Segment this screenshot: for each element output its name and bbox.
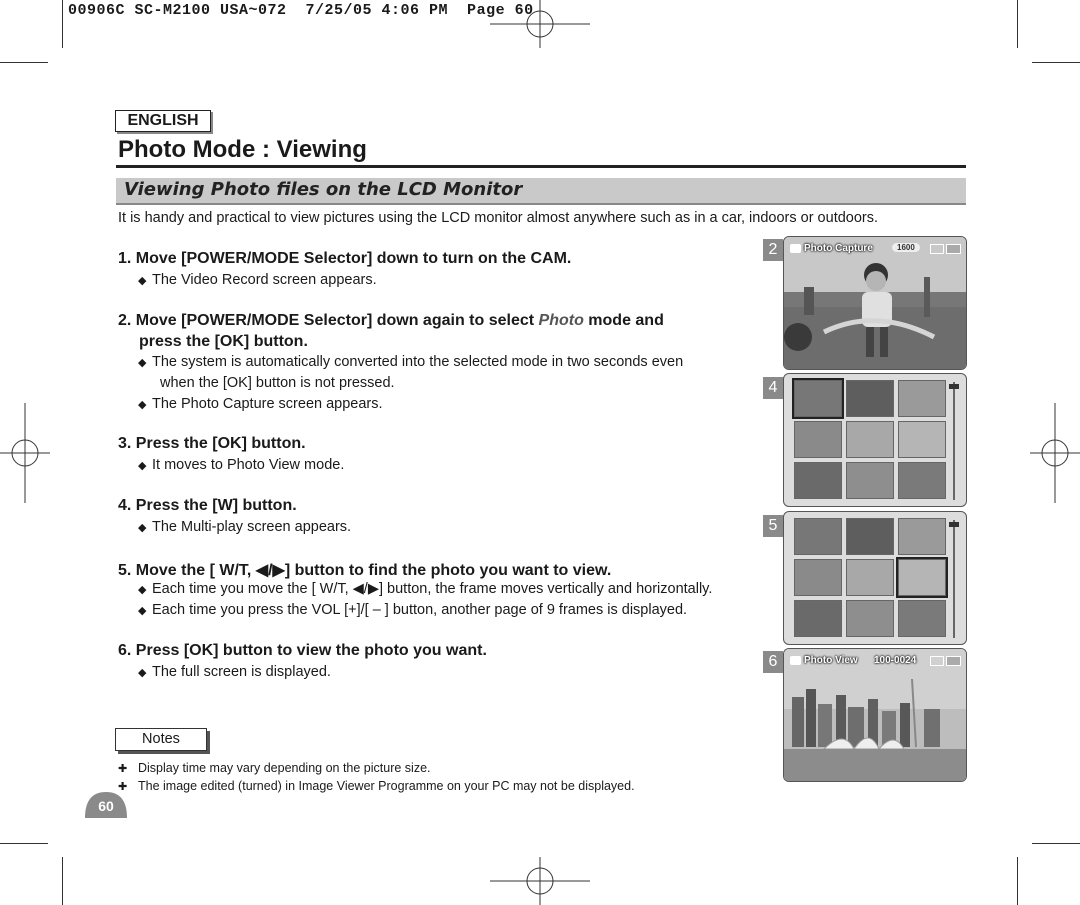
crop-mark-tr-h xyxy=(1032,62,1080,63)
step-1: 1. Move [POWER/MODE Selector] down to turn on the CAM. xyxy=(118,250,572,267)
step-6-bullet-1: ◆ The full screen is displayed. xyxy=(138,664,331,680)
step-5-bullet-1: ◆ Each time you move the [ W/T, ◀/▶] button, the frame moves vertically and horizontally. xyxy=(138,581,713,597)
screen-multi-play-1 xyxy=(783,373,967,507)
memory-icon xyxy=(930,656,944,666)
step-5: 5. Move the [ W/T, ◀/▶] button to find the photo you want to view. xyxy=(118,562,612,579)
registration-mark-right xyxy=(1030,403,1080,503)
note-cross-icon: ✚ xyxy=(118,781,128,793)
bullet-diamond-icon: ◆ xyxy=(138,357,147,369)
step-2-bullet-1: ◆ The system is automatically converted into the selected mode in two seconds even xyxy=(138,354,684,370)
camera-icon xyxy=(790,656,801,665)
thumbnail-grid xyxy=(790,514,950,641)
step-4-bullet-1: ◆ The Multi-play screen appears. xyxy=(138,519,352,535)
step-4: 4. Press the [W] button. xyxy=(118,497,297,514)
crop-mark-tr-v xyxy=(1017,0,1018,48)
scrollbar-track xyxy=(953,382,955,500)
screen-multi-play-2 xyxy=(783,511,967,645)
screen-label-5: 5 xyxy=(763,515,783,537)
osd-image-size: 1600 xyxy=(892,243,920,252)
photo-view-image xyxy=(784,649,966,781)
photo-capture-image xyxy=(784,237,966,369)
crop-mark-bl-h xyxy=(0,843,48,844)
crop-mark-bl-v xyxy=(62,857,63,905)
scrollbar-track xyxy=(953,520,955,638)
print-header: 00906C SC-M2100 USA~072 7/25/05 4:06 PM Page 60 xyxy=(68,2,534,19)
bullet-diamond-icon: ◆ xyxy=(138,667,147,679)
page-number: 60 xyxy=(98,798,114,814)
photo-mode-word: Photo xyxy=(538,312,584,329)
step-3-bullet-1: ◆ It moves to Photo View mode. xyxy=(138,457,345,473)
step-6: 6. Press [OK] button to view the photo you want. xyxy=(118,642,487,659)
thumbnail xyxy=(898,421,946,458)
screen-label-2: 2 xyxy=(763,239,783,261)
thumbnail xyxy=(794,600,842,637)
step-2-bullet-1-cont: when the [OK] button is not pressed. xyxy=(160,375,395,391)
intro-text: It is handy and practical to view pictures using the LCD monitor almost anywhere such as in a car, indoors or outdoors. xyxy=(118,210,879,226)
title-rule xyxy=(116,165,966,168)
thumbnail xyxy=(898,559,946,596)
page-number-badge xyxy=(83,790,129,820)
osd-photo-view: Photo View xyxy=(790,655,858,666)
thumbnail xyxy=(898,462,946,499)
battery-icon xyxy=(946,656,961,666)
thumbnail xyxy=(794,518,842,555)
note-cross-icon: ✚ xyxy=(118,763,128,775)
thumbnail xyxy=(794,559,842,596)
crop-mark-br-v xyxy=(1017,857,1018,905)
language-tag: ENGLISH xyxy=(115,110,211,132)
registration-mark-top xyxy=(490,0,590,48)
bullet-diamond-icon: ◆ xyxy=(138,399,147,411)
bullet-diamond-icon: ◆ xyxy=(138,460,147,472)
thumbnail xyxy=(794,380,842,417)
camera-icon xyxy=(790,244,801,253)
notes-tag: Notes xyxy=(115,728,207,751)
scrollbar-thumb xyxy=(949,522,959,527)
crop-mark-tl-h xyxy=(0,62,48,63)
thumbnail xyxy=(898,600,946,637)
memory-icon xyxy=(930,244,944,254)
thumbnail xyxy=(898,518,946,555)
thumbnail xyxy=(846,518,894,555)
scrollbar-thumb xyxy=(949,384,959,389)
step-1-bullet-1: ◆ The Video Record screen appears. xyxy=(138,272,377,288)
step-2-bullet-2: ◆ The Photo Capture screen appears. xyxy=(138,396,383,412)
step-3: 3. Press the [OK] button. xyxy=(118,435,306,452)
thumbnail xyxy=(794,462,842,499)
section-title: Viewing Photo files on the LCD Monitor xyxy=(124,179,523,200)
screen-label-4: 4 xyxy=(763,377,783,399)
page-title: Photo Mode : Viewing xyxy=(118,136,367,163)
thumbnail xyxy=(846,380,894,417)
crop-mark-br-h xyxy=(1032,843,1080,844)
bullet-diamond-icon: ◆ xyxy=(138,605,147,617)
crop-mark-tl-v xyxy=(62,0,63,48)
bullet-diamond-icon: ◆ xyxy=(138,522,147,534)
thumbnail xyxy=(846,559,894,596)
screen-photo-capture xyxy=(783,236,967,370)
osd-file-counter: 100-0024 xyxy=(874,655,917,666)
thumbnail xyxy=(846,421,894,458)
registration-mark-bottom xyxy=(490,857,590,905)
thumbnail xyxy=(846,600,894,637)
screen-photo-view xyxy=(783,648,967,782)
step-2-cont: press the [OK] button. xyxy=(139,333,308,350)
step-2: 2. Move [POWER/MODE Selector] down again to select Photo mode and xyxy=(118,312,664,329)
thumbnail xyxy=(898,380,946,417)
bullet-diamond-icon: ◆ xyxy=(138,275,147,287)
step-5-bullet-2: ◆ Each time you press the VOL [+]/[ – ] button, another page of 9 frames is displayed. xyxy=(138,602,688,618)
bullet-diamond-icon: ◆ xyxy=(138,584,147,596)
thumbnail xyxy=(846,462,894,499)
registration-mark-left xyxy=(0,403,50,503)
osd-photo-capture: Photo Capture xyxy=(790,243,873,254)
note-1: ✚ Display time may vary depending on the picture size. xyxy=(118,761,431,775)
screen-label-6: 6 xyxy=(763,651,783,673)
thumbnail xyxy=(794,421,842,458)
battery-icon xyxy=(946,244,961,254)
thumbnail-grid xyxy=(790,376,950,503)
note-2: ✚ The image edited (turned) in Image Viewer Programme on your PC may not be displayed. xyxy=(118,779,635,793)
